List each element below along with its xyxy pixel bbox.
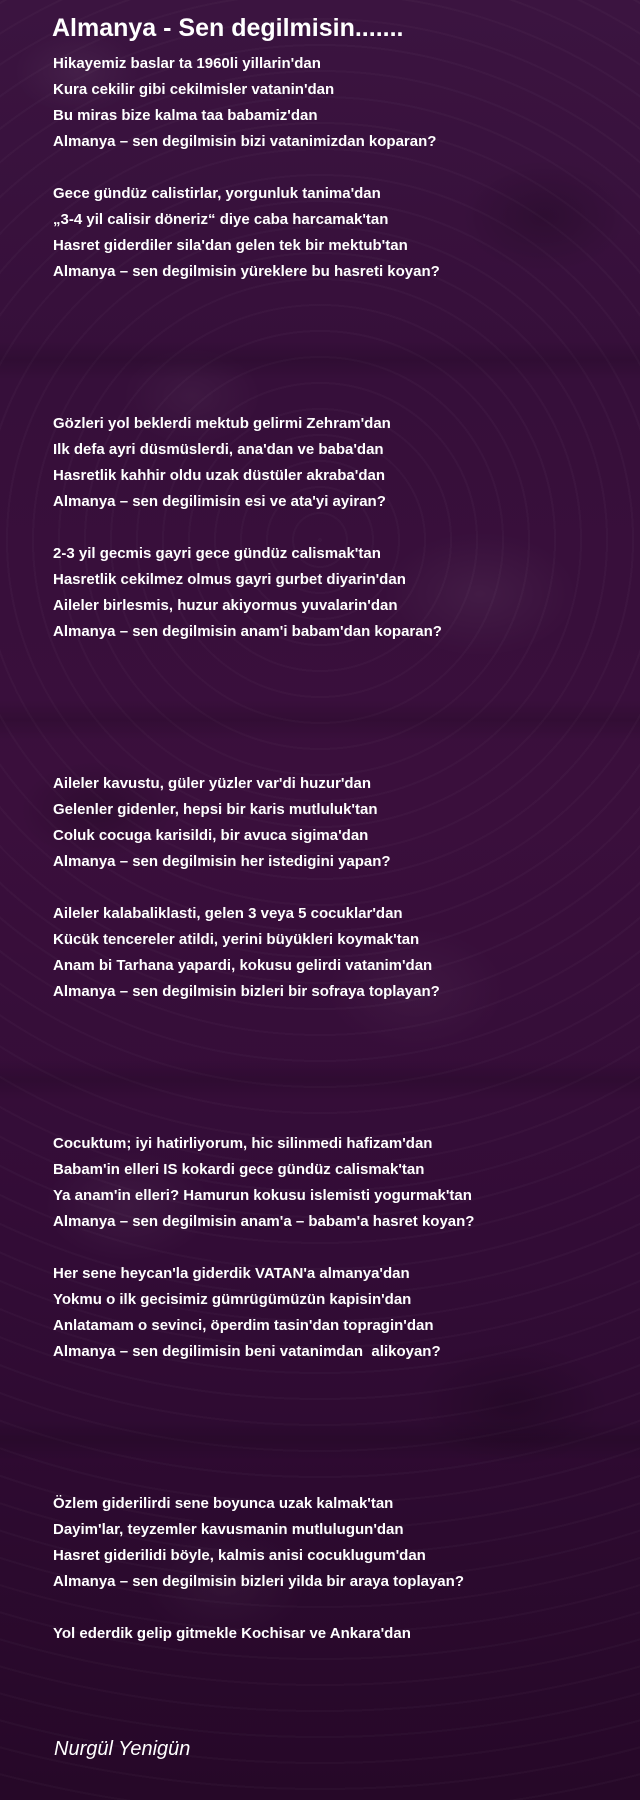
poem-line: Coluk cocuga karisildi, bir avuca sigima'dan [53,827,369,844]
poem-line: Almanya – sen degilmisin yüreklere bu hasreti koyan? [53,263,440,280]
poem-line: Yol ederdik gelip gitmekle Kochisar ve Ankara'dan [53,1625,411,1642]
stanza-10 [53,1621,464,1647]
poem-line: Almanya – sen degilimisin beni vatanimdan alikoyan? [53,1343,441,1360]
poem-line: Bu miras bize kalma taa babamiz'dan [53,107,318,124]
poem-line: Almanya – sen degilmisin bizleri bir sofraya toplayan? [53,983,440,1000]
author-name: Nurgül Yenigün [54,1738,191,1760]
poem-line: Anlatamam o sevinci, öperdim tasin'dan topragin'dan [53,1317,434,1334]
poem-section-1 [53,51,440,311]
poem-line: 2-3 yil gecmis gayri gece gündüz calismak'tan [53,545,381,562]
stanza-5 [53,771,440,875]
stanza-4 [53,541,442,645]
poem-line: Ya anam'in elleri? Hamurun kokusu islemisti yogurmak'tan [53,1187,472,1204]
poem-line: Gece gündüz calistirlar, yorgunluk tanima'dan [53,185,381,202]
poem-line: Dayim'lar, teyzemler kavusmanin mutlulugun'dan [53,1521,404,1538]
poem-line: Anam bi Tarhana yapardi, kokusu gelirdi vatanim'dan [53,957,433,974]
poem-line: Almanya – sen degilimisin esi ve ata'yi ayiran? [53,493,386,510]
poem-line: Almanya – sen degilmisin her istedigini yapan? [53,853,391,870]
poem-line: Almanya – sen degilmisin anam'i babam'dan koparan? [53,623,442,640]
poem-line: Gelenler gidenler, hepsi bir karis mutluluk'tan [53,801,378,818]
poem-line: Özlem giderilirdi sene boyunca uzak kalmak'tan [53,1495,394,1512]
stanza-1 [53,51,440,155]
stanza-8 [53,1261,474,1365]
poem-line: Babam'in elleri IS kokardi gece gündüz calismak'tan [53,1161,425,1178]
poem-line: Cocuktum; iyi hatirliyorum, hic silinmedi hafizam'dan [53,1135,433,1152]
poem-title: Almanya - Sen degilmisin....... [52,14,404,42]
poem-line: Hasret giderdiler sila'dan gelen tek bir mektub'tan [53,237,408,254]
poem-line: Yokmu o ilk gecisimiz gümrügümüzün kapisin'dan [53,1291,412,1308]
poem-line: Her sene heycan'la giderdik VATAN'a almanya'dan [53,1265,410,1282]
poem-line: Hikayemiz baslar ta 1960li yillarin'dan [53,55,321,72]
poem-line: Aileler kavustu, güler yüzler var'di huzur'dan [53,775,372,792]
poem-line: Aileler kalabaliklasti, gelen 3 veya 5 cocuklar'dan [53,905,403,922]
poem-line: Kücük tencereler atildi, yerini büyükleri koymak'tan [53,931,420,948]
poem-line: Almanya – sen degilmisin anam'a – babam'a hasret koyan? [53,1213,475,1230]
poem-line: Kura cekilir gibi cekilmisler vatanin'dan [53,81,335,98]
poem-line: „3-4 yil calisir döneriz“ diye caba harcamak'tan [53,211,389,228]
poem-line: Ilk defa ayri düsmüslerdi, ana'dan ve baba'dan [53,441,384,458]
stanza-2 [53,181,440,285]
poem-section-2 [53,411,442,671]
stanza-9 [53,1491,464,1595]
poem-line: Almanya – sen degilmisin bizleri yilda bir araya toplayan? [53,1573,464,1590]
poem-section-4 [53,1131,474,1391]
poem-line: Aileler birlesmis, huzur akiyormus yuvalarin'dan [53,597,398,614]
stanza-3 [53,411,442,515]
poem-line: Almanya – sen degilmisin bizi vatanimizdan koparan? [53,133,437,150]
poem-section-3 [53,771,440,1031]
stanza-7 [53,1131,474,1235]
poem-section-5 [53,1491,464,1673]
stanza-6 [53,901,440,1005]
poem-line: Hasretlik cekilmez olmus gayri gurbet diyarin'dan [53,571,406,588]
poem-line: Hasretlik kahhir oldu uzak düstüler akraba'dan [53,467,385,484]
poem-line: Gözleri yol beklerdi mektub gelirmi Zehram'dan [53,415,391,432]
poem-line: Hasret giderilidi böyle, kalmis anisi cocuklugum'dan [53,1547,426,1564]
